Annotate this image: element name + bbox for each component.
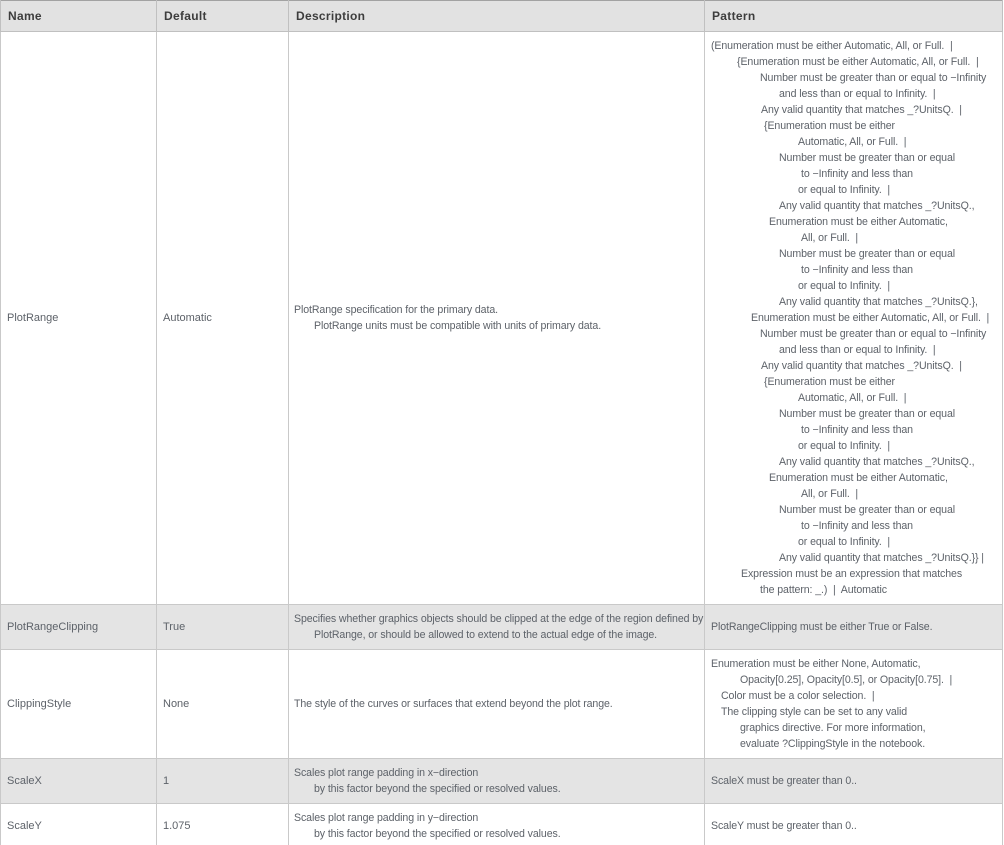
text-line: PlotRange, or should be allowed to extend to the actual edge of the image. <box>314 629 658 641</box>
text-line: Any valid quantity that matches _?UnitsQ. | <box>761 104 962 116</box>
table-row <box>1 804 1003 845</box>
option-description <box>289 759 705 804</box>
option-pattern <box>705 32 1003 605</box>
header-row <box>1 1 1003 32</box>
text-line: Automatic, All, or Full. | <box>798 392 907 404</box>
text-line: Enumeration must be either Automatic, <box>769 472 948 484</box>
text-line: Enumeration must be either None, Automatic, <box>711 658 921 670</box>
option-pattern <box>705 605 1003 650</box>
text-line: Number must be greater than or equal to −Infinity <box>760 328 987 340</box>
column-header-description: Description <box>289 1 705 32</box>
table-row <box>1 759 1003 804</box>
option-default: 1 <box>157 759 289 804</box>
text-line: or equal to Infinity. | <box>798 440 891 452</box>
option-name: ScaleY <box>1 804 157 845</box>
table-body <box>1 32 1003 845</box>
option-pattern <box>705 804 1003 845</box>
option-name: PlotRange <box>1 32 157 605</box>
option-name: PlotRangeClipping <box>1 605 157 650</box>
text-line: or equal to Infinity. | <box>798 184 891 196</box>
option-description <box>289 32 705 605</box>
text-line: Enumeration must be either Automatic, <box>769 216 948 228</box>
option-name: ClippingStyle <box>1 650 157 759</box>
text-line: to −Infinity and less than <box>801 264 913 276</box>
text-line: Enumeration must be either Automatic, All, or Full. | <box>751 312 990 324</box>
text-line: PlotRangeClipping must be either True or False. <box>711 621 933 633</box>
text-line: to −Infinity and less than <box>801 520 913 532</box>
column-header-pattern: Pattern <box>705 1 1003 32</box>
text-line: Number must be greater than or equal <box>779 152 956 164</box>
table-row <box>1 32 1003 605</box>
text-line: graphics directive. For more information, <box>740 722 926 734</box>
text-line: the pattern: _.) | Automatic <box>760 584 887 596</box>
text-line: Scales plot range padding in x−direction <box>294 767 479 779</box>
text-line: PlotRange units must be compatible with units of primary data. <box>314 320 602 332</box>
table-row <box>1 650 1003 759</box>
option-description <box>289 605 705 650</box>
text-line: or equal to Infinity. | <box>798 280 891 292</box>
text-line: ScaleX must be greater than 0.. <box>711 775 857 787</box>
text-line: to −Infinity and less than <box>801 168 913 180</box>
option-default: Automatic <box>157 32 289 605</box>
option-default: None <box>157 650 289 759</box>
text-line: PlotRange specification for the primary data. <box>294 304 498 316</box>
text-line: Number must be greater than or equal <box>779 504 956 516</box>
text-line: Specifies whether graphics objects should be clipped at the edge of the region defined by <box>294 613 704 625</box>
text-line: All, or Full. | <box>801 232 859 244</box>
text-line: Color must be a color selection. | <box>721 690 875 702</box>
text-line: Number must be greater than or equal <box>779 248 956 260</box>
text-line: evaluate ?ClippingStyle in the notebook. <box>740 738 926 750</box>
table-row <box>1 605 1003 650</box>
column-header-name: Name <box>1 1 157 32</box>
text-line: The style of the curves or surfaces that extend beyond the plot range. <box>294 698 613 710</box>
text-line: Any valid quantity that matches _?UnitsQ.}, <box>779 296 978 308</box>
text-line: by this factor beyond the specified or resolved values. <box>314 783 561 795</box>
text-line: (Enumeration must be either Automatic, All, or Full. | <box>711 40 953 52</box>
text-line: ScaleY must be greater than 0.. <box>711 820 857 832</box>
text-line: Opacity[0.25], Opacity[0.5], or Opacity[0.75]. | <box>740 674 953 686</box>
option-default: True <box>157 605 289 650</box>
text-line: Expression must be an expression that matches <box>741 568 963 580</box>
text-line: or equal to Infinity. | <box>798 536 891 548</box>
text-line: {Enumeration must be either Automatic, All, or Full. | <box>737 56 979 68</box>
text-line: and less than or equal to Infinity. | <box>779 88 936 100</box>
text-line: Any valid quantity that matches _?UnitsQ., <box>779 456 975 468</box>
option-pattern <box>705 759 1003 804</box>
text-line: {Enumeration must be either <box>764 120 895 132</box>
text-line: Any valid quantity that matches _?UnitsQ., <box>779 200 975 212</box>
option-description <box>289 650 705 759</box>
text-line: and less than or equal to Infinity. | <box>779 344 936 356</box>
text-line: to −Infinity and less than <box>801 424 913 436</box>
table-header <box>1 1 1003 32</box>
text-line: {Enumeration must be either <box>764 376 895 388</box>
text-line: All, or Full. | <box>801 488 859 500</box>
text-line: Any valid quantity that matches _?UnitsQ.}} | <box>779 552 984 564</box>
option-description <box>289 804 705 845</box>
text-line: Automatic, All, or Full. | <box>798 136 907 148</box>
option-default: 1.075 <box>157 804 289 845</box>
text-line: The clipping style can be set to any valid <box>721 706 908 718</box>
text-line: by this factor beyond the specified or resolved values. <box>314 828 561 840</box>
column-header-default: Default <box>157 1 289 32</box>
text-line: Scales plot range padding in y−direction <box>294 812 479 824</box>
text-line: Any valid quantity that matches _?UnitsQ. | <box>761 360 962 372</box>
option-pattern <box>705 650 1003 759</box>
text-line: Number must be greater than or equal <box>779 408 956 420</box>
option-name: ScaleX <box>1 759 157 804</box>
text-line: Number must be greater than or equal to −Infinity <box>760 72 987 84</box>
